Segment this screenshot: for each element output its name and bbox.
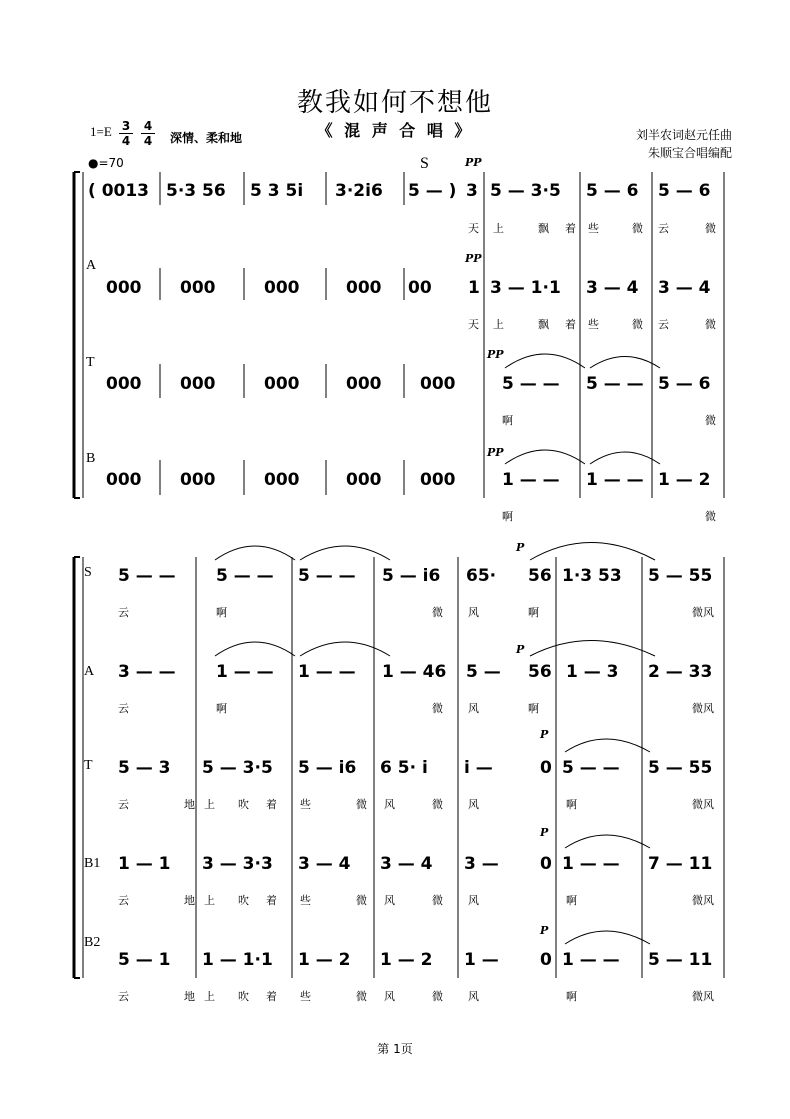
note-cell: 1 — —	[562, 950, 620, 970]
note-cell: 000	[180, 278, 216, 298]
lyric: 些	[300, 798, 311, 811]
lyric: 微	[432, 702, 443, 715]
lyric: 微	[432, 798, 443, 811]
dynamic-pp-bass: PP	[487, 446, 504, 459]
voice-label-alto: A	[86, 258, 97, 273]
note-cell: 000	[420, 470, 456, 490]
note-cell: 5 — —	[118, 566, 176, 586]
note-cell: 3 — 4	[586, 278, 639, 298]
time-signature-3-4: $\frac{3}{4}$	[119, 119, 133, 148]
note-cell: 00	[408, 278, 432, 298]
dynamic-pp-soprano: PP	[465, 156, 482, 169]
lyric: 啊	[502, 510, 513, 523]
note-cell: 1 — 2	[658, 470, 711, 490]
lyric: 地	[184, 894, 195, 907]
lyric: 飘	[538, 318, 549, 331]
note-cell: 3 — 4	[380, 854, 433, 874]
dynamic-p-tenor: P	[540, 728, 549, 741]
lyric: 风	[384, 798, 395, 811]
note-cell: 0	[540, 950, 552, 970]
note-cell: 5 — 11	[648, 950, 713, 970]
note-cell: 5 — —	[216, 566, 274, 586]
note-cell: 5 — 3	[118, 758, 171, 778]
lyric: 啊	[502, 414, 513, 427]
note-cell: 5 —	[466, 662, 501, 682]
note-cell: 1 — 46	[382, 662, 447, 682]
note-cell: 1 — —	[502, 470, 560, 490]
note-cell: 000	[264, 470, 300, 490]
lyric: 云	[118, 702, 129, 715]
expression-marking: 深情、柔和地	[170, 131, 243, 145]
lyric: 吹	[238, 990, 249, 1003]
lyric: 些	[588, 318, 599, 331]
note-cell: 1·3 53	[562, 566, 622, 586]
lyric: 微风	[692, 990, 714, 1003]
lyric: 风	[384, 894, 395, 907]
note-cell: 5 — 1	[118, 950, 171, 970]
lyric: 着	[565, 222, 576, 235]
lyric: 微风	[692, 798, 714, 811]
note-cell: 1	[468, 278, 480, 298]
lyric: 着	[266, 894, 277, 907]
note-cell: 5 — —	[502, 374, 560, 394]
tempo-marking: ●=70	[88, 156, 124, 170]
lyric: 微风	[692, 606, 714, 619]
note-cell: 3	[466, 181, 478, 201]
lyric: 啊	[566, 894, 577, 907]
note-cell: 5 — —	[298, 566, 356, 586]
note-cell: 000	[346, 374, 382, 394]
lyric: 风	[468, 798, 479, 811]
note-cell: 5 — —	[562, 758, 620, 778]
lyric: 地	[184, 798, 195, 811]
lyric: 啊	[528, 606, 539, 619]
voice-label-bass2: B2	[84, 935, 101, 950]
note-cell: 7 — 11	[648, 854, 713, 874]
credit-lyricist-composer: 刘半农词赵元任曲	[635, 128, 732, 142]
note-cell: 5 3 5i	[250, 181, 304, 201]
note-cell: 5 — 3·5	[490, 181, 561, 201]
lyric: 着	[266, 798, 277, 811]
note-cell: 5 — i6	[382, 566, 441, 586]
note-cell: 000	[264, 374, 300, 394]
lyric: 啊	[216, 702, 227, 715]
dynamic-p-soprano: P	[516, 541, 525, 554]
dynamic-pp-alto: PP	[465, 252, 482, 265]
lyric: 云	[118, 990, 129, 1003]
lyric: 微风	[692, 894, 714, 907]
lyric: 风	[384, 990, 395, 1003]
note-cell: 000	[180, 374, 216, 394]
note-cell: 000	[346, 278, 382, 298]
note-cell: 1 — —	[216, 662, 274, 682]
lyric: 些	[300, 894, 311, 907]
note-cell: 3 — —	[118, 662, 176, 682]
lyric: 上	[204, 798, 215, 811]
credit-arranger: 朱顺宝合唱编配	[647, 146, 732, 160]
lyric: 着	[565, 318, 576, 331]
note-cell: 3 — 1·1	[490, 278, 561, 298]
note-cell: 56	[528, 566, 552, 586]
page-number: 第 1页	[377, 1042, 413, 1056]
lyric: 云	[118, 606, 129, 619]
song-title: 教我如何不想他	[296, 88, 493, 118]
note-cell: 000	[420, 374, 456, 394]
lyric: 微	[432, 990, 443, 1003]
voice-label-bass1: B1	[84, 856, 101, 871]
note-cell: 5·3 56	[166, 181, 226, 201]
lyric: 地	[184, 990, 195, 1003]
note-cell: 000	[106, 470, 142, 490]
note-cell: 56	[528, 662, 552, 682]
note-cell: 3 — 3·3	[202, 854, 273, 874]
note-cell: 6 5· i	[380, 758, 428, 778]
lyric: 微	[632, 318, 643, 331]
lyric: 上	[493, 318, 504, 331]
song-subtitle: 《 混 声 合 唱 》	[316, 121, 474, 140]
lyric: 微	[432, 894, 443, 907]
note-cell: 5 — 55	[648, 566, 713, 586]
voice-label-tenor: T	[86, 355, 95, 370]
lyric: 云	[118, 798, 129, 811]
lyric: 微	[705, 318, 716, 331]
voice-label-alto-2: A	[84, 664, 95, 679]
lyric: 云	[118, 894, 129, 907]
note-cell: ( 0013	[88, 181, 150, 201]
lyric: 啊	[528, 702, 539, 715]
note-cell: 1 — 2	[380, 950, 433, 970]
lyric: 微	[356, 990, 367, 1003]
lyric: 微风	[692, 702, 714, 715]
lyric: 吹	[238, 798, 249, 811]
lyric: 微	[705, 222, 716, 235]
lyric: 微	[356, 894, 367, 907]
voice-label-bass: B	[86, 451, 96, 466]
note-cell: 0	[540, 854, 552, 874]
note-cell: 5 — 6	[658, 181, 711, 201]
lyric: 微	[705, 510, 716, 523]
note-cell: 3·2i6	[335, 181, 383, 201]
note-cell: 1 — 1	[118, 854, 171, 874]
lyric: 风	[468, 894, 479, 907]
note-cell: 1 — 3	[566, 662, 619, 682]
note-cell: i —	[464, 758, 493, 778]
lyric: 啊	[216, 606, 227, 619]
lyric: 微	[432, 606, 443, 619]
note-cell: 1 —	[464, 950, 499, 970]
lyric: 微	[705, 414, 716, 427]
segno-mark: S	[420, 155, 429, 172]
lyric: 微	[632, 222, 643, 235]
note-cell: 3 — 4	[298, 854, 351, 874]
time-signature-4-4: $\frac{4}{4}$	[141, 119, 155, 148]
dynamic-p-alto: P	[516, 643, 525, 656]
lyric: 天	[468, 222, 479, 235]
lyric: 吹	[238, 894, 249, 907]
lyric: 风	[468, 990, 479, 1003]
quarter-note-icon: ●	[88, 156, 99, 170]
note-cell: 2 — 33	[648, 662, 713, 682]
note-cell: 5 — i6	[298, 758, 357, 778]
lyric: 些	[300, 990, 311, 1003]
voice-label-tenor-2: T	[84, 758, 93, 773]
note-cell: 000	[346, 470, 382, 490]
note-cell: 65·	[466, 566, 497, 586]
lyric: 啊	[566, 990, 577, 1003]
note-cell: 5 — 6	[658, 374, 711, 394]
note-cell: 1 — 1·1	[202, 950, 273, 970]
lyric: 云	[658, 222, 669, 235]
lyric: 上	[204, 990, 215, 1003]
lyric: 啊	[566, 798, 577, 811]
lyric: 天	[468, 318, 479, 331]
note-cell: 5 — 6	[586, 181, 639, 201]
lyric: 微	[356, 798, 367, 811]
lyric: 飘	[538, 222, 549, 235]
lyric: 些	[588, 222, 599, 235]
lyric: 风	[468, 702, 479, 715]
lyric: 云	[658, 318, 669, 331]
note-cell: 000	[264, 278, 300, 298]
note-cell: 1 — —	[298, 662, 356, 682]
note-cell: 000	[106, 278, 142, 298]
note-cell: 1 — —	[562, 854, 620, 874]
note-cell: 1 — —	[586, 470, 644, 490]
note-cell: 5 — )	[408, 181, 457, 201]
note-cell: 0	[540, 758, 552, 778]
note-cell: 1 — 2	[298, 950, 351, 970]
lyric: 风	[468, 606, 479, 619]
lyric: 着	[266, 990, 277, 1003]
note-cell: 5 — 55	[648, 758, 713, 778]
note-cell: 5 — —	[586, 374, 644, 394]
dynamic-pp-tenor: PP	[487, 348, 504, 361]
key-signature: 1=E	[90, 124, 112, 139]
lyric: 上	[204, 894, 215, 907]
note-cell: 000	[180, 470, 216, 490]
voice-label-soprano: S	[84, 565, 92, 580]
note-cell: 3 —	[464, 854, 499, 874]
dynamic-p-bass2: P	[540, 924, 549, 937]
dynamic-p-bass1: P	[540, 826, 549, 839]
note-cell: 3 — 4	[658, 278, 711, 298]
note-cell: 000	[106, 374, 142, 394]
note-cell: 5 — 3·5	[202, 758, 273, 778]
lyric: 上	[493, 222, 504, 235]
